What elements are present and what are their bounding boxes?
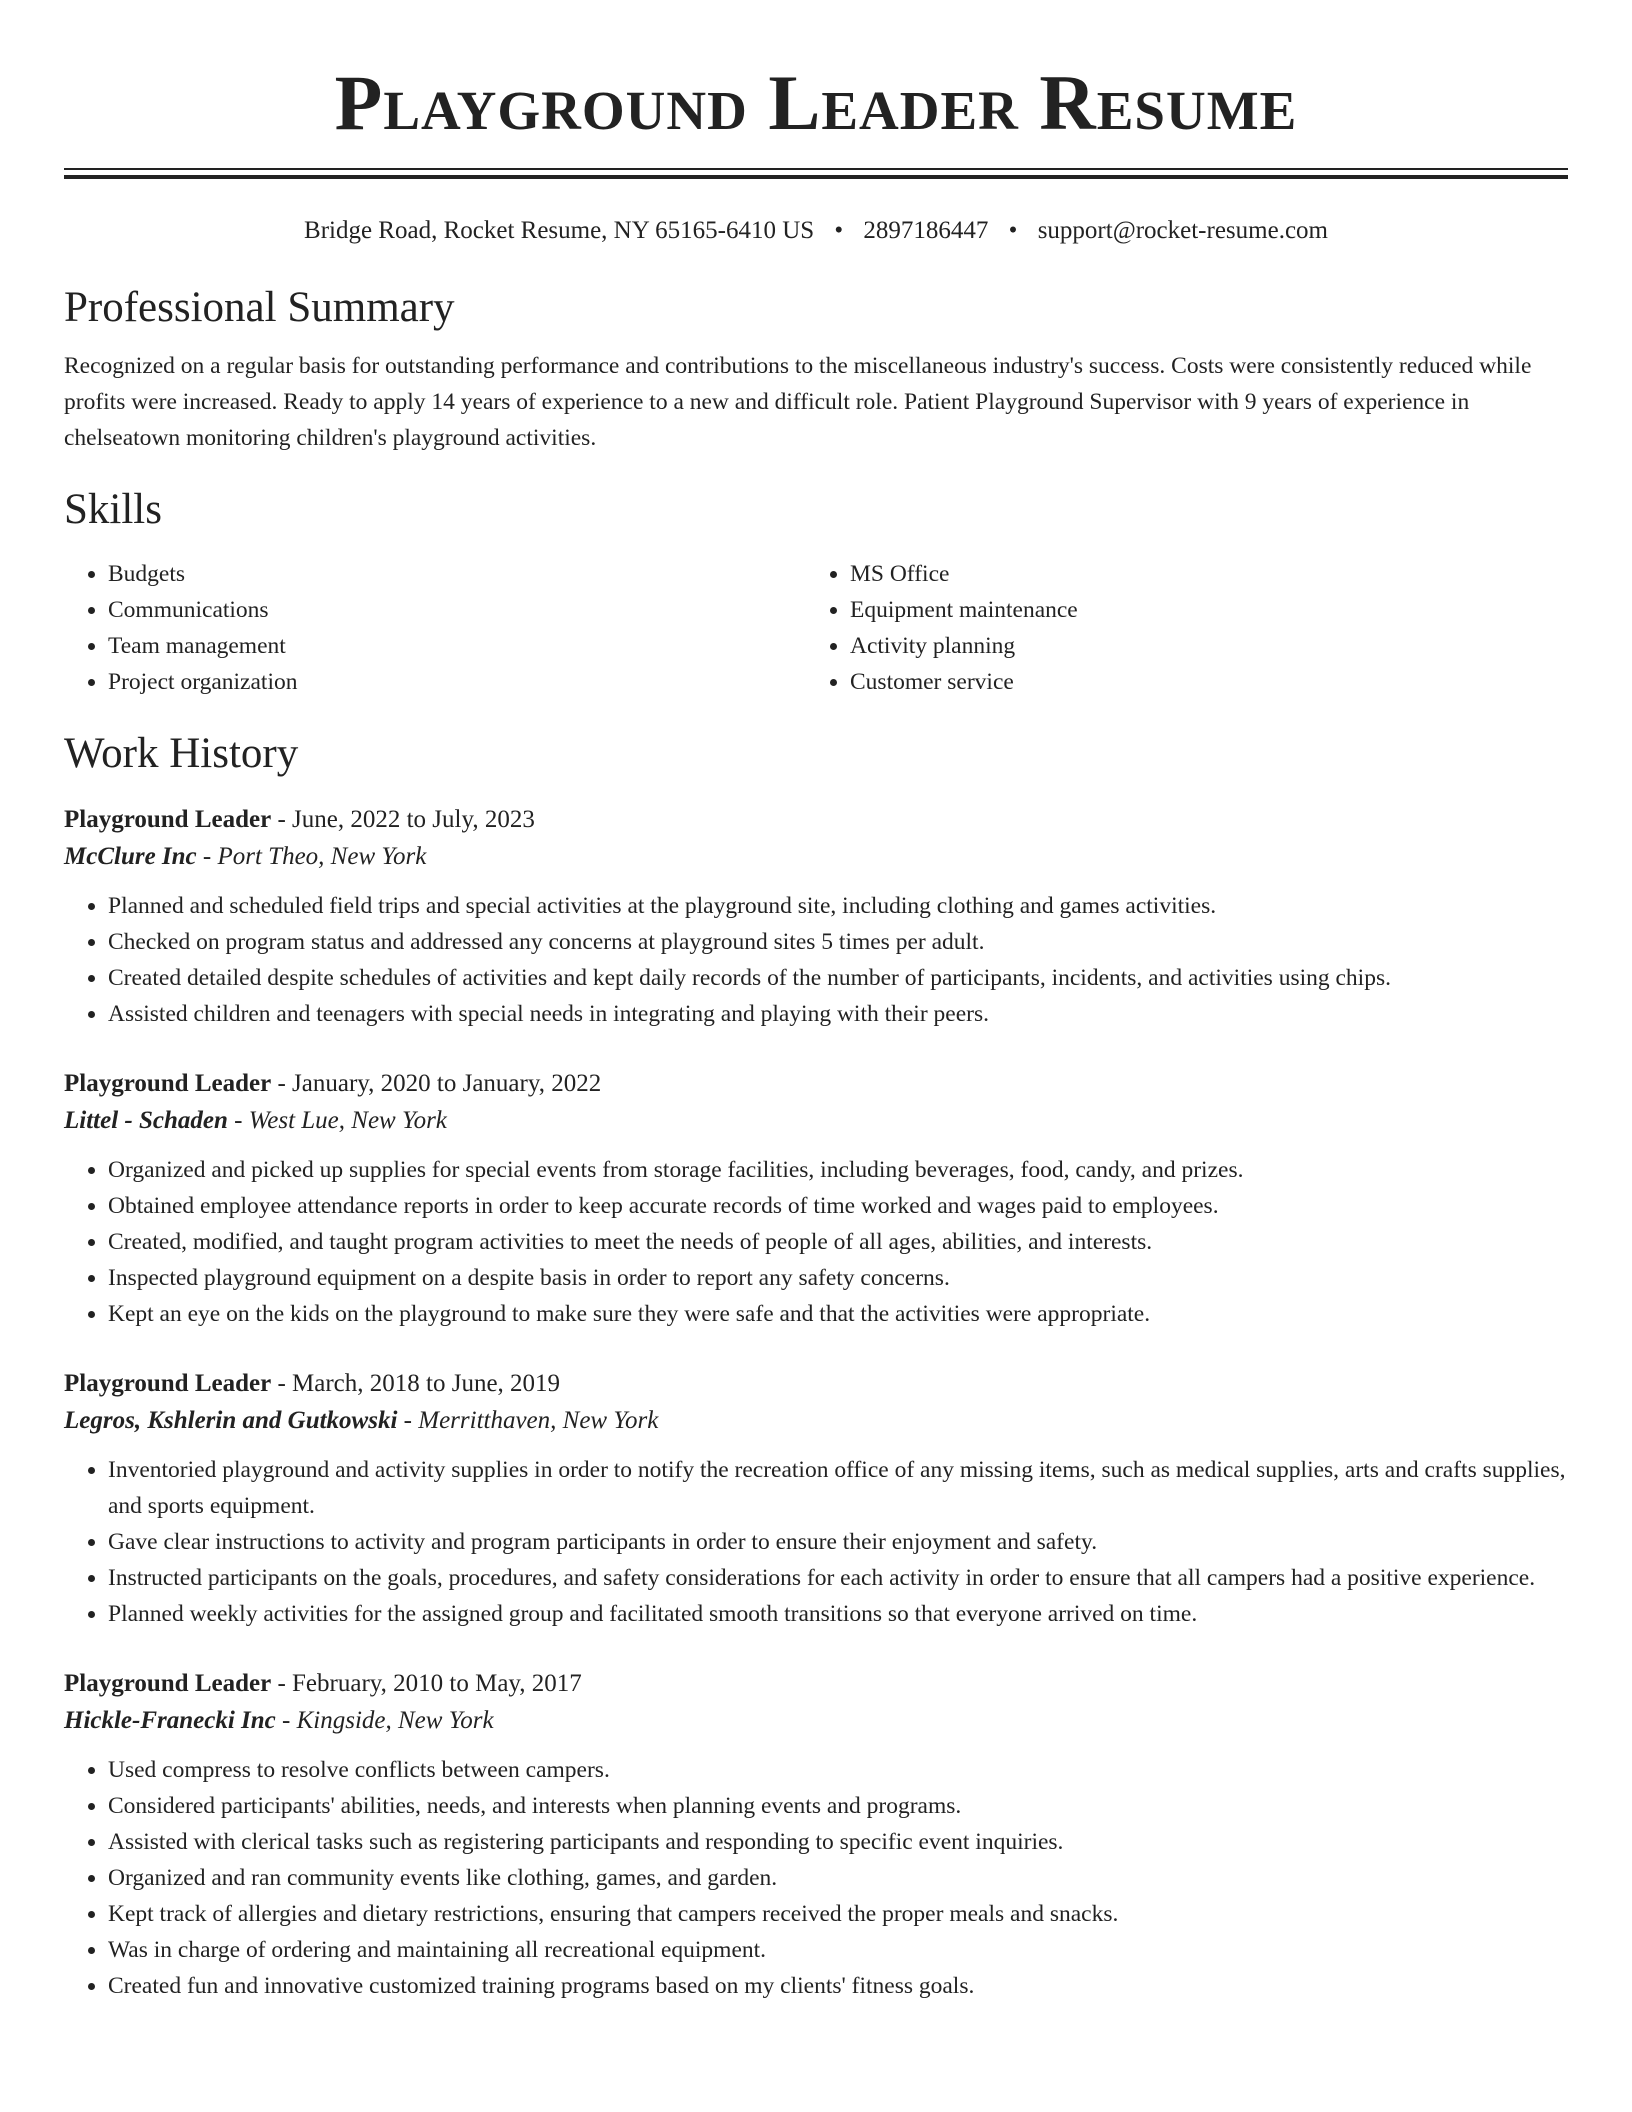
contact-email: support@rocket-resume.com — [1037, 217, 1328, 244]
job-bullet: • Inspected playground equipment on a despite basis in order to report any safety concerns. — [108, 1260, 1568, 1296]
job-company-line — [64, 1702, 1568, 1740]
job-bullet: • Instructed participants on the goals, procedures, and safety considerations for each activity in order to ensure that all campers had a positive experience. — [108, 1560, 1568, 1596]
summary-text: Recognized on a regular basis for outstanding performance and contributions to the miscellaneous industry's success. Costs were consistently reduced while profits were increased. Ready to apply 14 years of experience to a new and difficult role. Patient Playground Supervisor with 9 years of experience in chelseatown monitoring children's playground activities. — [64, 353, 1532, 451]
job-dates: - June, 2022 to July, 2023 — [271, 806, 535, 833]
contact-separator: • — [1008, 217, 1018, 244]
summary-heading: Professional Summary — [64, 284, 455, 331]
skills-list-left — [64, 556, 806, 700]
skill-item: • Activity planning — [850, 628, 1548, 664]
job-bullets — [64, 888, 1568, 1032]
skills-grid — [64, 556, 1568, 700]
job-location: - Merritthaven, New York — [397, 1407, 659, 1434]
skills-column-left — [64, 556, 806, 700]
skills-column-right — [806, 556, 1548, 700]
job-title-line — [64, 1066, 1568, 1102]
job-bullet: • Inventoried playground and activity supplies in order to notify the recreation office of any missing items, such as medical supplies, arts and crafts supplies, and sports equipment. — [108, 1452, 1568, 1524]
job-bullets — [64, 1152, 1568, 1332]
job-location: - West Lue, New York — [227, 1107, 447, 1134]
job-role: Playground Leader — [64, 806, 272, 833]
job-bullet: • Organized and picked up supplies for special events from storage facilities, including beverages, food, candy, and prizes. — [108, 1152, 1568, 1188]
job-bullet: • Obtained employee attendance reports in order to keep accurate records of time worked and wages paid to employees. — [108, 1188, 1568, 1224]
job-dates: - March, 2018 to June, 2019 — [271, 1370, 561, 1397]
skill-item: • Project organization — [108, 664, 806, 700]
job-bullet: • Created, modified, and taught program activities to meet the needs of people of all ages, abilities, and interests. — [108, 1224, 1568, 1260]
job-company-line — [64, 838, 1568, 876]
title-divider-thick — [64, 175, 1568, 179]
skills-section — [64, 484, 1568, 700]
job-company: Littel - Schaden — [64, 1107, 228, 1134]
job-title-line — [64, 1366, 1568, 1402]
job-bullet: • Kept track of allergies and dietary restrictions, ensuring that campers received the proper meals and snacks. — [108, 1896, 1568, 1932]
job-title-line — [64, 1666, 1568, 1702]
job-company: McClure Inc — [64, 843, 197, 870]
job-bullet: • Created fun and innovative customized training programs based on my clients' fitness goals. — [108, 1968, 1568, 2004]
skill-item: • MS Office — [850, 556, 1548, 592]
skill-item: • Customer service — [850, 664, 1548, 700]
title-divider-thin — [64, 168, 1568, 170]
job-bullet: • Was in charge of ordering and maintaining all recreational equipment. — [108, 1932, 1568, 1968]
job-location: - Kingside, New York — [275, 1707, 494, 1734]
job-entry — [64, 802, 1568, 1032]
job-role: Playground Leader — [64, 1670, 272, 1697]
job-bullet: • Used compress to resolve conflicts between campers. — [108, 1752, 1568, 1788]
skills-list-right — [806, 556, 1548, 700]
contact-phone: 2897186447 — [863, 217, 989, 244]
work-history-section — [64, 728, 1568, 2004]
summary-section — [64, 282, 1568, 456]
skill-item: • Budgets — [108, 556, 806, 592]
skill-item: • Communications — [108, 592, 806, 628]
job-company: Legros, Kshlerin and Gutkowski — [64, 1407, 398, 1434]
job-bullet: • Planned weekly activities for the assigned group and facilitated smooth transitions so that everyone arrived on time. — [108, 1596, 1568, 1632]
contact-address: Bridge Road, Rocket Resume, NY 65165-6410 US — [304, 217, 815, 244]
contact-line — [64, 214, 1568, 248]
job-dates: - January, 2020 to January, 2022 — [271, 1070, 602, 1097]
job-title-line — [64, 802, 1568, 838]
job-bullet: • Created detailed despite schedules of activities and kept daily records of the number of participants, incidents, and activities using chips. — [108, 960, 1568, 996]
job-bullet: • Kept an eye on the kids on the playground to make sure they were safe and that the activities were appropriate. — [108, 1296, 1568, 1332]
job-location: - Port Theo, New York — [196, 843, 427, 870]
job-entry — [64, 1666, 1568, 2004]
job-entry — [64, 1366, 1568, 1632]
job-company-line — [64, 1402, 1568, 1440]
job-bullet: • Assisted children and teenagers with special needs in integrating and playing with their peers. — [108, 996, 1568, 1032]
job-entry — [64, 1066, 1568, 1332]
job-bullet: • Considered participants' abilities, needs, and interests when planning events and programs. — [108, 1788, 1568, 1824]
resume-title: Playground Leader Resume — [334, 59, 1298, 146]
job-bullet: • Organized and ran community events like clothing, games, and garden. — [108, 1860, 1568, 1896]
skill-item: • Equipment maintenance — [850, 592, 1548, 628]
contact-separator: • — [834, 217, 844, 244]
skill-item: • Team management — [108, 628, 806, 664]
job-company-line — [64, 1102, 1568, 1140]
job-bullet: • Checked on program status and addressed any concerns at playground sites 5 times per adult. — [108, 924, 1568, 960]
job-bullets — [64, 1752, 1568, 2004]
skills-heading: Skills — [64, 486, 162, 533]
job-bullet: • Planned and scheduled field trips and special activities at the playground site, including clothing and games activities. — [108, 888, 1568, 924]
job-bullet: • Gave clear instructions to activity and program participants in order to ensure their enjoyment and safety. — [108, 1524, 1568, 1560]
job-role: Playground Leader — [64, 1070, 272, 1097]
job-bullets — [64, 1452, 1568, 1632]
job-dates: - February, 2010 to May, 2017 — [271, 1670, 582, 1697]
job-company: Hickle-Franecki Inc — [64, 1707, 276, 1734]
job-bullet: • Assisted with clerical tasks such as registering participants and responding to specific event inquiries. — [108, 1824, 1568, 1860]
work-history-heading: Work History — [64, 730, 299, 777]
job-role: Playground Leader — [64, 1370, 272, 1397]
